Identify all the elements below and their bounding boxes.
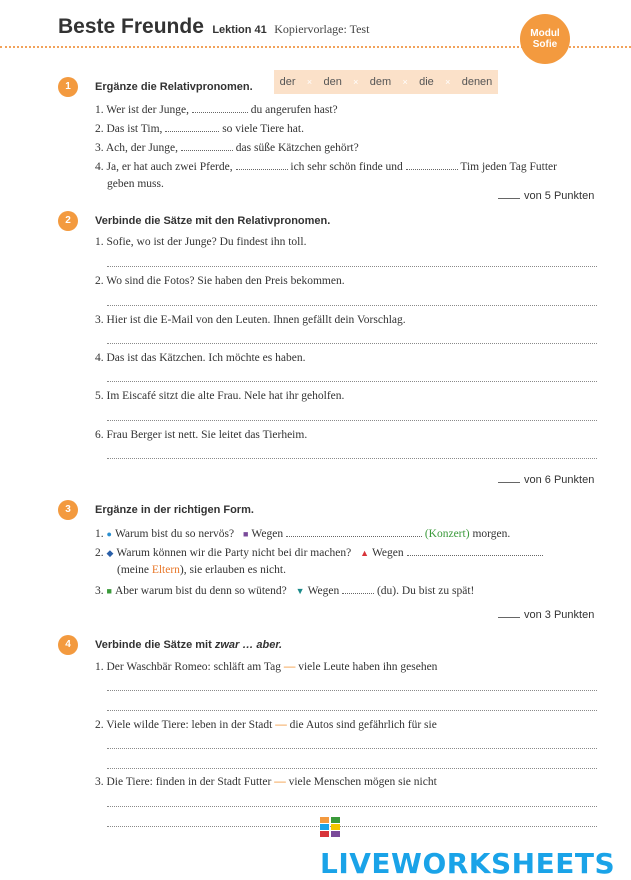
answer-line[interactable] bbox=[107, 690, 597, 691]
copy-template-label: Kopiervorlage: Test bbox=[274, 22, 370, 36]
answer-line[interactable] bbox=[107, 458, 597, 459]
modul-badge bbox=[520, 14, 570, 64]
exercise-4-number: 4 bbox=[58, 635, 78, 655]
blank-input[interactable] bbox=[181, 140, 233, 151]
modul-label: Modul bbox=[530, 28, 560, 39]
score-blank[interactable] bbox=[498, 198, 520, 199]
answer-line[interactable] bbox=[107, 343, 597, 344]
ex2-item-6: 6. Frau Berger ist nett. Sie leitet das Tierheim. bbox=[95, 429, 308, 441]
circle-icon: ● bbox=[106, 529, 112, 539]
blank-input[interactable] bbox=[236, 159, 288, 170]
word-den: den bbox=[323, 76, 342, 88]
separator-icon: × bbox=[445, 77, 451, 87]
score-blank[interactable] bbox=[498, 482, 520, 483]
answer-line[interactable] bbox=[107, 768, 597, 769]
ex1-sentence-3: 3. Ach, der Junge, das süße Kätzchen gehört? bbox=[95, 142, 359, 154]
word-dem: dem bbox=[369, 76, 392, 88]
answer-line[interactable] bbox=[107, 381, 597, 382]
ex3-score: von 3 Punkten bbox=[498, 609, 594, 621]
answer-line[interactable] bbox=[107, 710, 597, 711]
ex2-item-3: 3. Hier ist die E-Mail von den Leuten. Ihnen gefällt dein Vorschlag. bbox=[95, 314, 406, 326]
answer-line[interactable] bbox=[107, 806, 597, 807]
ex1-sentence-2: 2. Das ist Tim, so viele Tiere hat. bbox=[95, 123, 304, 135]
exercise-1-number: 1 bbox=[58, 77, 78, 97]
triangle-icon: ▲ bbox=[360, 548, 369, 558]
ex4-item-1: 1. Der Waschbär Romeo: schläft am Tag — viele Leute haben ihn gesehen bbox=[95, 661, 438, 673]
ex1-sentence-4: 4. Ja, er hat auch zwei Pferde, ich sehr schön finde und Tim jeden Tag Futter bbox=[95, 161, 557, 173]
triangle-down-icon: ▼ bbox=[295, 586, 305, 596]
score-blank[interactable] bbox=[498, 617, 520, 618]
diamond-icon: ◆ bbox=[106, 548, 114, 558]
exercise-3-number: 3 bbox=[58, 500, 78, 520]
word-bank bbox=[274, 70, 498, 94]
dash-icon: — bbox=[283, 661, 296, 673]
modul-name: Sofie bbox=[532, 39, 558, 50]
exercise-2-number: 2 bbox=[58, 211, 78, 231]
ex2-score: von 6 Punkten bbox=[498, 474, 594, 486]
word-die: die bbox=[419, 76, 434, 88]
answer-line[interactable] bbox=[107, 305, 597, 306]
word-der: der bbox=[279, 76, 296, 88]
exercise-4-instruction: Verbinde die Sätze mit zwar … aber. bbox=[95, 639, 283, 651]
word-denen: denen bbox=[461, 76, 493, 88]
blank-input[interactable] bbox=[286, 526, 422, 537]
book-title: Beste Freunde bbox=[58, 15, 204, 38]
square-icon: ■ bbox=[106, 586, 112, 596]
separator-icon: × bbox=[353, 77, 359, 87]
answer-line[interactable] bbox=[107, 748, 597, 749]
ex2-item-1: 1. Sofie, wo ist der Junge? Du findest ihn toll. bbox=[95, 236, 307, 248]
ex1-score: von 5 Punkten bbox=[498, 190, 594, 202]
ex3-dialogue-1: 1. ● Warum bist du so nervös? ■ Wegen (Konzert) morgen. bbox=[95, 528, 511, 540]
dash-icon: — bbox=[274, 776, 286, 788]
blank-input[interactable] bbox=[406, 159, 458, 170]
exercise-1-instruction: Ergänze die Relativpronomen. bbox=[95, 81, 253, 93]
ex1-sentence-1: 1. Wer ist der Junge, du angerufen hast? bbox=[95, 104, 338, 116]
ex2-item-2: 2. Wo sind die Fotos? Sie haben den Preis bekommen. bbox=[95, 275, 345, 287]
lesson-label: Lektion 41 bbox=[212, 24, 267, 36]
blank-input[interactable] bbox=[165, 121, 219, 132]
exercise-3-instruction: Ergänze in der richtigen Form. bbox=[95, 504, 254, 516]
dash-icon: — bbox=[275, 719, 287, 731]
ex4-item-2: 2. Viele wilde Tiere: leben in der Stadt — die Autos sind gefährlich für sie bbox=[95, 719, 437, 731]
ex1-sentence-4-cont: geben muss. bbox=[107, 178, 164, 190]
liveworksheets-icon bbox=[320, 817, 340, 843]
ex2-item-5: 5. Im Eiscafé sitzt die alte Frau. Nele hat ihr geholfen. bbox=[95, 390, 345, 402]
blank-input[interactable] bbox=[192, 102, 248, 113]
liveworksheets-logo: LIVEWORKSHEETS bbox=[320, 814, 631, 880]
page-title bbox=[58, 15, 369, 39]
ex2-item-4: 4. Das ist das Kätzchen. Ich möchte es haben. bbox=[95, 352, 306, 364]
ex3-dialogue-3: 3. ■ Aber warum bist du denn so wütend? ▼ Wegen (du). Du bist zu spät! bbox=[95, 585, 475, 597]
ex3-dialogue-2-cont: (meine Eltern), sie erlauben es nicht. bbox=[117, 564, 286, 576]
blank-input[interactable] bbox=[407, 545, 543, 556]
separator-icon: × bbox=[402, 77, 408, 87]
exercise-2-instruction: Verbinde die Sätze mit den Relativpronomen. bbox=[95, 215, 331, 227]
separator-icon: × bbox=[306, 77, 313, 87]
answer-line[interactable] bbox=[107, 266, 597, 267]
answer-line[interactable] bbox=[107, 420, 597, 421]
ex3-dialogue-2: 2. ◆ Warum können wir die Party nicht bei dir machen? ▲ Wegen bbox=[95, 545, 543, 559]
ex4-item-3: 3. Die Tiere: finden in der Stadt Futter — viele Menschen mögen sie nicht bbox=[95, 776, 437, 788]
square-icon: ■ bbox=[242, 529, 249, 539]
blank-input[interactable] bbox=[342, 583, 374, 594]
